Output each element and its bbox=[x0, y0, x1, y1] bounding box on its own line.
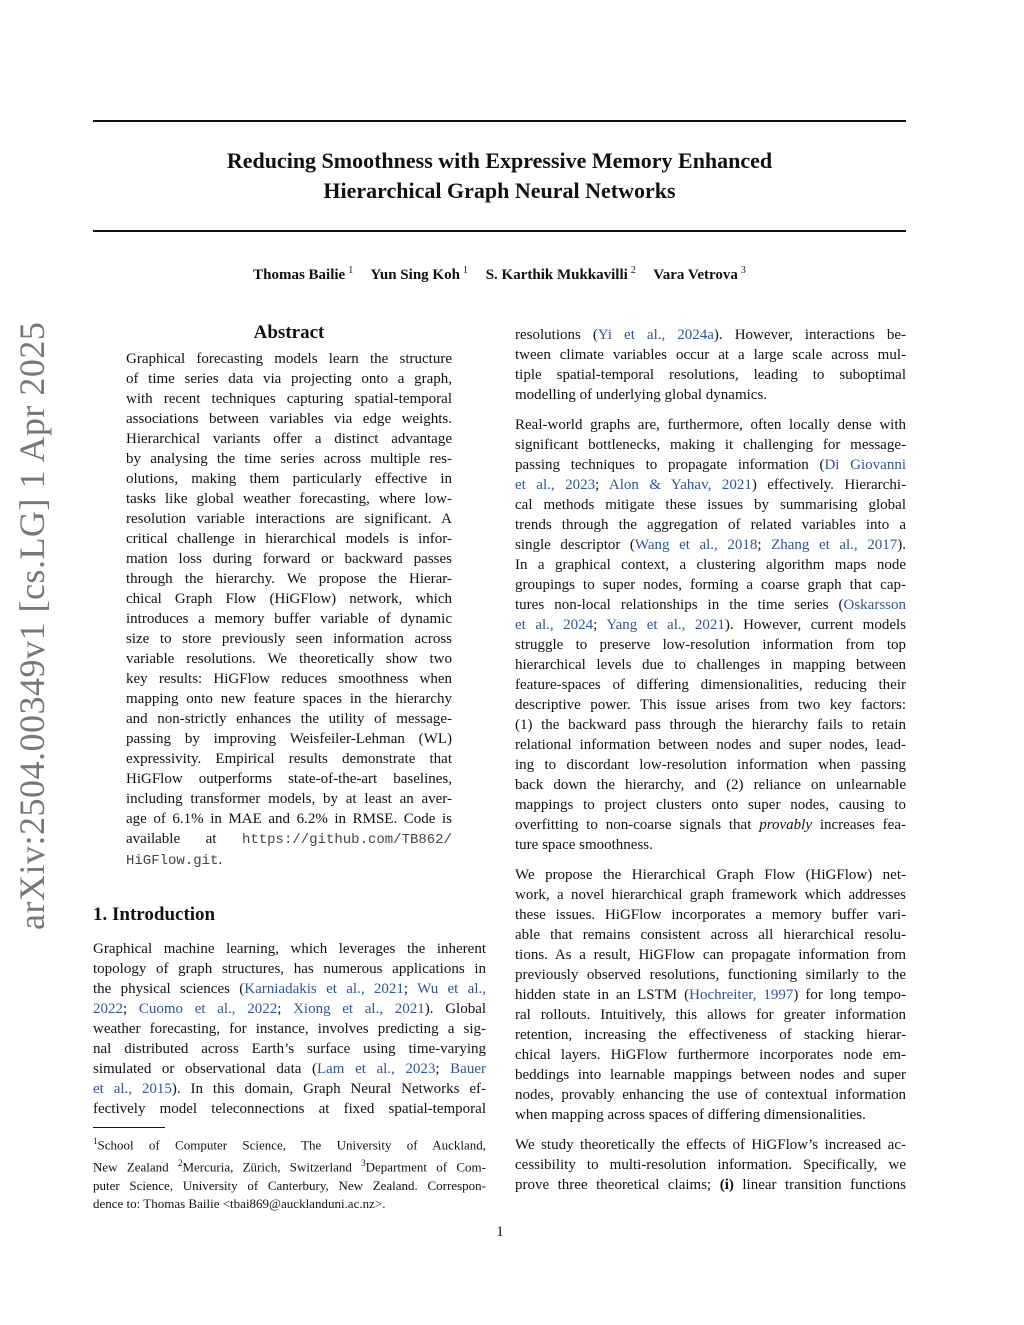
right-paragraph-3: We propose the Hierarchical Graph Flow (HiGFlow) net- work, a novel hierarchical graph framework which addresses these issues. HiGFlow incorporates a memory buffer vari- able that remains consistent across all hierarchical resolu- tions. As a result, HiGFlow can propagate information from previously observed resolutions, functioning similarly to the hidden state in an LSTM (Hochreiter, 1997) for long tempo- ral rollouts. Intuitively, this allows for greater information retention, increasing the effectiveness of stacking hierar- chical layers. HiGFlow furthermore incorporates node em- beddings into learnable mappings between nodes and super nodes, provably enhancing the use of contextual information when mapping across spaces of differing dimensionalities. bbox=[515, 867, 907, 1123]
citation-link[interactable]: Di Giovanni bbox=[824, 457, 906, 473]
citation-link[interactable]: Wang et al., 2018 bbox=[634, 537, 758, 553]
abstract-body: Graphical forecasting models learn the structure of time series data via projecting onto a graph, with recent techniques capturing spatial-temporal associations between variables via edge weights. Hierarchical variants offer a distinct advantage by analysing the time series across multiple res- olutions, making them particularly effective in tasks like global weather forecasting, where low- resolution variable interactions are significant. A critical challenge in hierarchical models is infor- mation loss during forward or backward passes through the hierarchy. We propose the Hierar- chical Graph Flow (HiGFlow) network, which introduces a memory buffer variable of dynamic size to store previously seen information across variable resolutions. We theoretically show two key results: HiGFlow reduces smoothness when mapping onto new feature spaces in the hierarchy and non-strictly enhances the utility of message- passing by improving Weisfeiler-Lehman (WL) expressivity. Empirical results demonstrate that HiGFlow outperforms state-of-the-art baselines, including transformer models, by at least an aver- age of 6.1% in MAE and 6.2% in RMSE. Code is available at https://github.com/TB862/ HiGFlow.git. bbox=[126, 351, 452, 869]
citation-link[interactable]: Cuomo et al., 2022 bbox=[138, 1001, 278, 1017]
code-link-continued[interactable]: HiGFlow.git bbox=[126, 853, 219, 869]
citation-link[interactable]: Lam et al., 2023 bbox=[316, 1061, 436, 1077]
citation-link[interactable]: Yang et al., 2021 bbox=[606, 617, 725, 633]
author: Yun Sing Koh $^1$ bbox=[370, 265, 468, 283]
citation-link[interactable]: Zhang et al., 2017 bbox=[771, 537, 898, 553]
abstract-heading: Abstract bbox=[253, 322, 325, 343]
citation-link[interactable]: Xiong et al., 2021 bbox=[293, 1001, 425, 1017]
title-line-2: Hierarchical Graph Neural Networks bbox=[323, 178, 676, 203]
citation-link[interactable]: Bauer bbox=[450, 1061, 486, 1077]
citation-link[interactable]: Alon & Yahav, 2021 bbox=[608, 477, 752, 493]
right-paragraph-4: We study theoretically the effects of HiGFlow’s increased ac- cessibility to multi-resolution information. Specifically, we prove three theoretical claims; (i) linear transition functions bbox=[515, 1137, 906, 1193]
citation-link[interactable]: et al., 2024 bbox=[515, 617, 594, 633]
citation-link[interactable]: Yi et al., 2024a bbox=[597, 327, 714, 343]
footnote-rule bbox=[93, 1127, 165, 1128]
title-line-1: Reducing Smoothness with Expressive Memory Enhanced bbox=[226, 148, 773, 173]
right-paragraph-1: resolutions (Yi et al., 2024a). However, interactions be- tween climate variables occur at a large scale across mul- tiple spatial-temporal resolutions, leading to suboptimal modelling of underlying global dynamics. bbox=[515, 327, 907, 403]
paper-title bbox=[93, 146, 906, 206]
author: Vara Vetrova $^3$ bbox=[653, 265, 746, 283]
citation-link[interactable]: et al., 2015 bbox=[93, 1081, 172, 1097]
introduction-body: Graphical machine learning, which leverages the inherent topology of graph structures, has numerous applications in the physical sciences (Karniadakis et al., 2021; Wu et al., 2022; Cuomo et al., 2022; Xiong et al., 2021). Global weather forecasting, for instance, involves predicting a sig- nal distributed across Earth’s surface using time-varying simulated or observational data (Lam et al., 2023; Bauer et al., 2015). In this domain, Graph Neural Networks ef- fectively model teleconnections at fixed spatial-temporal bbox=[93, 941, 487, 1117]
affiliation-footnote: $^1$School of Computer Science, The University of Auckland, New Zealand $^2$Mercuria, Zürich, Switzerland $^3$Department of Com- puter Science, University of Canterbury, New Zealand. Correspon- dence to: Thomas Bailie <tbai869@aucklanduni.ac.nz>. bbox=[93, 1136, 486, 1211]
citation-link[interactable]: 2022 bbox=[93, 1001, 123, 1017]
code-link[interactable]: https://github.com/TB862/ bbox=[241, 832, 452, 848]
title-bottom-rule bbox=[93, 230, 906, 232]
citation-link[interactable]: Hochreiter, 1997 bbox=[689, 987, 794, 1003]
citation-link[interactable]: Oskarsson bbox=[843, 597, 906, 613]
right-paragraph-2: Real-world graphs are, furthermore, often locally dense with significant bottlenecks, making it challenging for message- passing techniques to propagate information (Di Giovanni et al., 2023; Alon & Yahav, 2021) effectively. Hierarchi- cal methods mitigate these issues by summarising global trends through the aggregation of related variables into a single descriptor (Wang et al., 2018; Zhang et al., 2017). In a graphical context, a clustering algorithm maps node groupings to super nodes, forming a coarse graph that cap- tures non-local relationships in the time series (Oskarsson et al., 2024; Yang et al., 2021). However, current models struggle to preserve low-resolution information from top hierarchical levels due to challenges in mapping between feature-spaces of differing dimensionalities, reducing their descriptive power. This issue arises from two key factors: (1) the backward pass through the hierarchy fails to retain relational information between nodes and super nodes, lead- ing to discordant low-resolution information when passing back down the hierarchy, and (2) reliance on unlearnable mappings to project clusters onto super nodes, causing to overfitting to non-coarse signals that provably increases fea- ture space smoothness. bbox=[515, 417, 906, 853]
citation-link[interactable]: et al., 2023 bbox=[515, 477, 596, 493]
author: Thomas Bailie $^1$ bbox=[253, 265, 354, 283]
citation-link[interactable]: Karniadakis et al., 2021 bbox=[244, 981, 404, 997]
citation-link[interactable]: Wu et al., bbox=[417, 981, 487, 997]
introduction-heading: 1. Introduction bbox=[93, 904, 216, 925]
author: S. Karthik Mukkavilli $^2$ bbox=[485, 265, 636, 283]
arxiv-stamp: arXiv:2504.00349v1 [cs.LG] 1 Apr 2025 bbox=[12, 321, 52, 930]
author-list bbox=[93, 265, 906, 284]
page-number: 1 bbox=[496, 1224, 504, 1240]
title-top-rule bbox=[93, 120, 906, 122]
